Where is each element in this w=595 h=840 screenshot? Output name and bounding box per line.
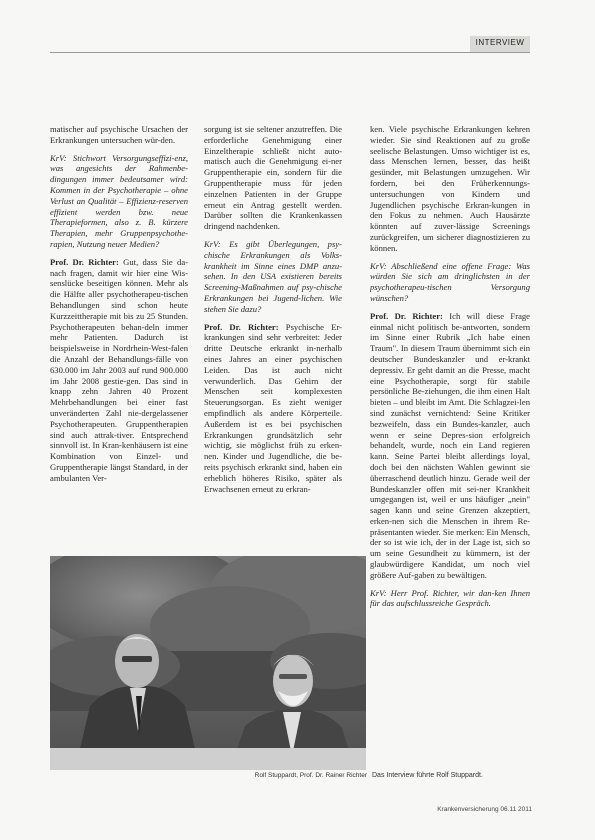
paragraph: sorgung ist sie seltener anzutreffen. Die erforderliche Genehmigung einer Einzeltherapie schließt nicht auto-matisch auch die Genehmigung ei-ner Gruppentherapie ein, sondern für die Gruppentherapie muss für jeden einzelnen Patienten in der Gruppe erneut ein Antrag gestellt werden. Darüber sollten die Krankenkassen dringend nachdenken. bbox=[204, 124, 342, 232]
header-rule bbox=[50, 52, 530, 53]
column-3 bbox=[370, 124, 530, 814]
interview-photo bbox=[50, 556, 366, 770]
paragraph: matischer auf psychische Ursachen der Erkrankungen untersuchen wür-den. bbox=[50, 124, 188, 145]
answer bbox=[204, 322, 342, 495]
question: KrV: Es gibt Überlegungen, psy-chische Erkrankungen als Volks-krankheit im Sinne eines DMP anzu-sehen. In den USA existieren bereits Screening-Maßnahmen auf psy-chische Erkrankungen bei Jugend-lichen. Wie stehen Sie dazu? bbox=[204, 238, 342, 314]
answer-text: Psychische Er-krankungen sind sehr verbreitet: Jeder dritte Deutsche erkrankt in-nerhalb eines Jahres an einer psychischen Leiden. Das ist auch nicht verwunderlich. Das Gehirn der Menschen seit komplexesten Steuerungsorgan. Es zieht weniger empfindlich als andere Körperteile. Außerdem ist es bei psychischen Erkrankungen grundsätzlich sehr wichtig, sie möglichst früh zu erken-nen. Kinder und Jugendliche, die be-reits psychisch erkrankt sind, haben ein erheblich höheres Risiko, später als Erwachsenen erneut zu erkran- bbox=[204, 321, 342, 494]
question: KrV: Abschließend eine offene Frage: Was würden Sie sich am dringlichsten in der psychotherapeu-tischen Versorgung wünschen? bbox=[370, 260, 530, 303]
photo-caption: Rolf Stuppardt, Prof. Dr. Rainer Richter bbox=[254, 772, 367, 779]
column-2 bbox=[204, 124, 342, 552]
question: KrV: Stichwort Versorgungseffizi-enz, was angesichts der Rahmenbe-dingungen immer bedeutsamer wird: Kommen in der Psychotherapie – ohne Verlust an Qualität – Effizienz-reserven effizient werden bzw. neue Therapieformen, also z. B. kürzere Therapien, mehr Gruppenpsychothe-rapien, Nutzung neuer Medien? bbox=[50, 152, 188, 249]
page-footer: Krankenversicherung 06.11 2011 bbox=[437, 806, 532, 813]
column-1 bbox=[50, 124, 188, 552]
speaker: Prof. Dr. Richter: bbox=[204, 321, 279, 332]
paragraph: ken. Viele psychische Erkrankungen kehren wieder. Sie sind Reaktionen auf zu große seelische Belastungen. Umso wichtiger ist es, dass Menschen lernen, besser, das heißt gesünder, mit Belastungen umzugehen. Wir fordern, bei den Früherkennungs-untersuchungen von Kindern und Jugendlichen psychische Erkran-kungen in den Fokus zu nehmen. Auch Hausärzte könnten auf zuver-lässige Screenings zurückgreifen, um sicherer diagnostizieren zu können. bbox=[370, 124, 530, 253]
answer bbox=[370, 311, 530, 581]
interview-credit: Das Interview führte Rolf Stuppardt. bbox=[372, 772, 483, 779]
section-label: INTERVIEW bbox=[475, 38, 525, 47]
speaker: Prof. Dr. Richter: bbox=[50, 256, 119, 267]
photo-illustration bbox=[50, 556, 366, 770]
speaker: Prof. Dr. Richter: bbox=[370, 310, 443, 321]
answer bbox=[50, 257, 188, 484]
answer-text: Gut, dass Sie da-nach fragen, damit wir hier eine Wis-senslücke beseitigen können. Mehr als die Hälfte aller psychotherapeu-tischen Behandlungen sind schon heute Kurzzeittherapie mit bis zu 25 Stunden. Psychotherapeuten behan-deln immer mehr Patienten. Dadurch ist beispielsweise in Nordrhein-West-falen die Anzahl der Behandlungs-fälle von 630.000 im Jahr 2003 auf rund 900.000 im Jahr 2008 gestie-gen. Das sind in knapp zehn Jahren 40 Prozent Mehrbehandlungen bei einer fast unveränderten Zahl nie-dergelassener Psychotherapeuten. Gruppentherapien sind auch attrak-tiver. Entsprechend sinnvoll ist. In Kran-kenhäusern ist eine Kombination von Einzel- und Gruppentherapie längst Standard, in der ambulanten Ver- bbox=[50, 256, 188, 483]
answer-text: Ich will diese Frage einmal nicht politisch be-antworten, sondern im Sinne einer Rubrik „Ich habe einen Traum". In diesem Traum übernimmt sich ein deutscher Bundeskanzler und er-krankt depressiv. Er geht damit an die Presse, macht eine Psychotherapie, sorgt für stabile persönliche Be-ziehungen, die ihm einen Halt bieten – und bleibt im Amt. Die Schlagzei-len sind zunächst vernichtend: Seine Kritiker bezweifeln, dass ein Bundes-kanzler, auch wenn er seine Depres-sion erfolgreich behandelt, wurde, noch ein Land regieren kann. Seine Partei bleibt allerdings loyal, doch bei den nächsten Wahlen gewinnt sie überraschend deutlich hinzu. Gerade weil der Bundeskanzler offen mit sei-ner Krankheit umgegangen ist, weil er uns häufiger „nein" sagen kann und seine Grenzen akzeptiert, erken-nen sich die Menschen in ihrem Re-präsentanten wieder. Sie merken: Ein Mensch, der so ist wie ich, der in der Lage ist, sich so um seine Gesundheit zu kümmern, ist der glaubwürdigere Kandidat, um noch viel größere Auf-gaben zu bewältigen. bbox=[370, 310, 530, 580]
closing-question: KrV: Herr Prof. Richter, wir dan-ken Ihnen für das aufschlussreiche Gespräch. bbox=[370, 587, 530, 609]
